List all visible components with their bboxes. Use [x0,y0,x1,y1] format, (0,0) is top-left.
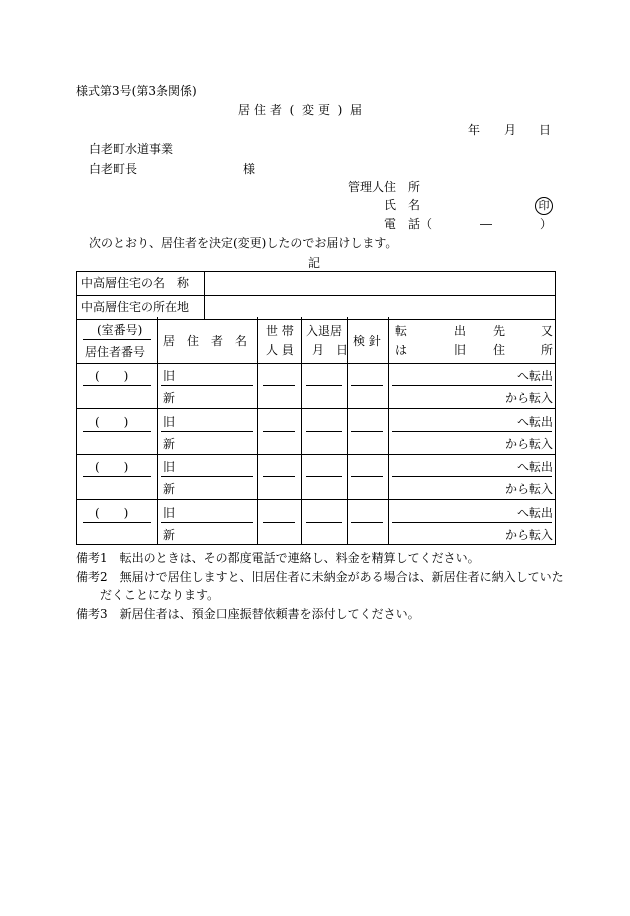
meter-underline[interactable] [351,431,383,432]
header-dest-top-2: 出 [454,324,467,338]
building-name-label: 中高層住宅の名 称 [77,272,205,296]
seal-icon: 印 [535,197,553,215]
old-resident-label: 旧 [163,369,176,383]
header-household-bottom: 人 員 [266,343,294,357]
applicant-address-label: 住 所 [384,180,421,194]
remark-2: 備考2 無届けで居住しますと、旧居住者に未納金がある場合は、新居住者に納入していた [76,570,564,584]
title-char: 者 [269,103,282,117]
title-char: ) [337,103,343,117]
move-in-label: から転入 [505,482,554,496]
remark-3: 備考3 新居住者は、預金口座振替依頼書を添付してください。 [76,607,420,621]
date-year: 年 [468,123,481,137]
old-resident-underline[interactable] [161,476,253,477]
title-char: 住 [253,103,266,117]
old-resident-underline[interactable] [161,522,253,523]
household-underline[interactable] [263,431,295,432]
title-char: 変 [301,103,314,117]
move-date-underline[interactable] [306,476,342,477]
new-resident-label: 新 [163,482,176,496]
move-out-label: へ転出 [517,369,554,383]
addressee-org: 白老町水道事業 [89,142,174,156]
dest-underline[interactable] [392,385,552,386]
old-resident-underline[interactable] [161,385,253,386]
building-address-field[interactable] [205,296,556,320]
header-dest-bottom-4: 所 [541,343,554,357]
new-resident-label: 新 [163,391,176,405]
move-in-label: から転入 [505,391,554,405]
meter-underline[interactable] [351,385,383,386]
room-underline [83,522,151,523]
column-divider [301,317,302,544]
row-divider [77,408,555,409]
title-char: 更 [317,103,330,117]
header-move-bottom: 月 日 [312,343,349,357]
header-room-divider [83,339,151,340]
header-bottom-line [77,363,555,364]
header-dest-top-1: 転 [395,324,408,338]
applicant-admin-label: 管理人 [348,180,385,194]
header-dest-top-3: 先 [493,324,506,338]
move-date-underline[interactable] [306,522,342,523]
move-out-label: へ転出 [517,460,554,474]
dest-underline[interactable] [392,476,552,477]
remark-1: 備考1 転出のときは、その都度電話で連絡し、料金を精算してください。 [76,551,480,565]
row-divider [77,499,555,500]
column-divider [257,317,258,544]
old-resident-label: 旧 [163,460,176,474]
household-underline[interactable] [263,522,295,523]
move-out-label: へ転出 [517,415,554,429]
room-underline [83,431,151,432]
new-resident-label: 新 [163,528,176,542]
resident-grid [76,317,556,545]
applicant-phone-label: 電 話（ ― ） [384,217,553,231]
intro-text: 次のとおり、居住者を決定(変更)したのでお届けします。 [89,236,398,250]
meter-underline[interactable] [351,476,383,477]
title-char: 居 [237,103,250,117]
move-date-underline[interactable] [306,385,342,386]
header-dest-top-4: 又 [541,324,554,338]
dest-underline[interactable] [392,522,552,523]
room-number-field[interactable]: ( ) [95,460,129,474]
header-move-top: 入退居 [306,324,343,338]
header-dest-bottom-2: 旧 [454,343,467,357]
header-resident-name: 居 住 者 名 [163,334,248,348]
room-underline [83,385,151,386]
move-in-label: から転入 [505,437,554,451]
household-underline[interactable] [263,476,295,477]
old-resident-underline[interactable] [161,431,253,432]
header-household-top: 世 帯 [266,324,294,338]
building-info-table [76,271,556,320]
ki-label: 記 [308,256,321,270]
room-underline [83,476,151,477]
old-resident-label: 旧 [163,506,176,520]
room-number-field[interactable]: ( ) [95,415,129,429]
room-number-field[interactable]: ( ) [95,506,129,520]
room-number-field[interactable]: ( ) [95,369,129,383]
title-char: 届 [349,103,362,117]
header-meter: 検 針 [353,334,381,348]
meter-underline[interactable] [351,522,383,523]
form-number: 様式第3号(第3条関係) [76,84,197,98]
move-in-label: から転入 [505,528,554,542]
date-day: 日 [539,123,552,137]
addressee-mayor: 白老町長 [89,162,138,176]
header-resident-number: 居住者番号 [85,345,146,359]
header-dest-bottom-1: は [395,343,408,357]
move-date-underline[interactable] [306,431,342,432]
row-divider [77,454,555,455]
dest-underline[interactable] [392,431,552,432]
column-divider [157,317,158,544]
old-resident-label: 旧 [163,415,176,429]
addressee-honorific: 様 [243,162,256,176]
move-out-label: へ転出 [517,506,554,520]
header-room-number: (室番号) [97,323,143,337]
column-divider [388,317,389,544]
date-month: 月 [504,123,517,137]
household-underline[interactable] [263,385,295,386]
building-name-field[interactable] [205,272,556,296]
title-char: ( [289,103,295,117]
applicant-name-label: 氏 名 [384,198,421,212]
header-dest-bottom-3: 住 [493,343,506,357]
building-address-label: 中高層住宅の所在地 [77,296,205,320]
new-resident-label: 新 [163,437,176,451]
form-title [236,104,364,116]
remark-2-continued: だくことになります。 [100,588,220,602]
